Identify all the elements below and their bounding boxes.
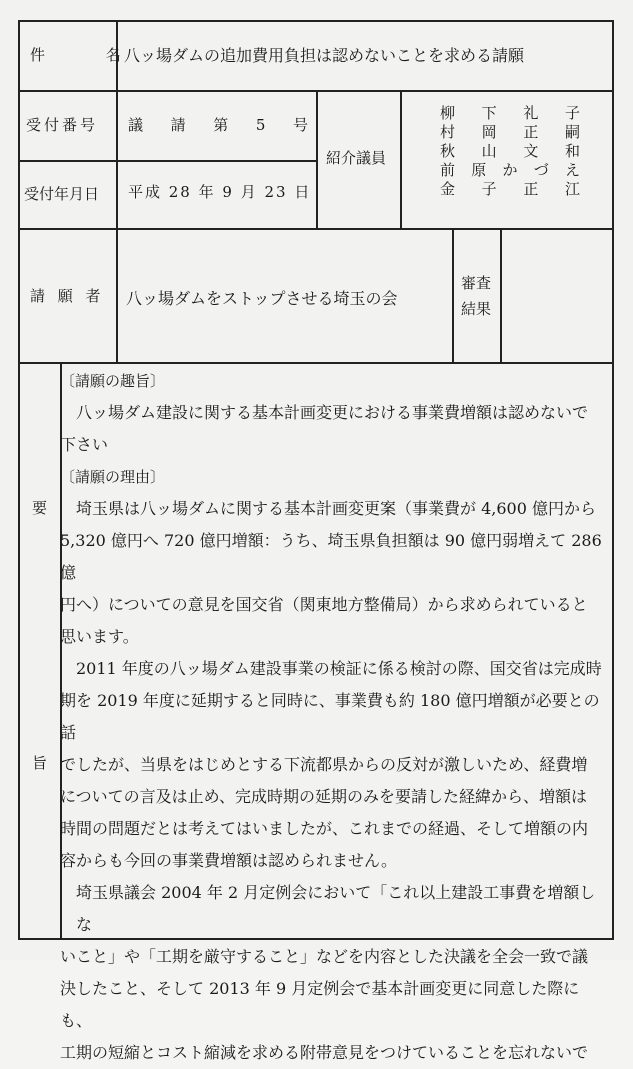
receipt-date-label: 受付年月日 (24, 185, 100, 203)
reason-line: 埼玉県は八ッ場ダムに関する基本計画変更案（事業費が 4,600 億円から (76, 499, 596, 518)
purpose-line: 八ッ場ダム建設に関する基本計画変更における事業費増額は認めないで (76, 403, 589, 422)
reason-line: 工期の短縮とコスト縮減を求める附帯意見をつけていることを忘れないで (60, 1043, 589, 1062)
introducer-list (440, 104, 580, 199)
reason-line: でしたが、当県をはじめとする下流都県からの反対が激しいため、経費増 (60, 755, 588, 774)
introducer-name: 秋 山 文 和 (440, 142, 580, 160)
reason-heading: 〔請願の理由〕 (60, 468, 166, 486)
summary-side-label-top: 要 (32, 499, 48, 517)
review-label-line: 結果 (461, 300, 492, 318)
reason-line: 容からも今回の事業費増額は認められません。 (60, 851, 397, 870)
receipt-number-label: 受付番号 (26, 116, 99, 134)
reason-line: 思います。 (60, 627, 139, 646)
reason-line: についての言及は止め、完成時期の延期のみを要請した経緯から、増額は (60, 787, 588, 806)
introducer-label: 紹介議員 (326, 149, 387, 167)
introducer-name: 柳 下 礼 子 (440, 104, 580, 122)
summary-side-label-bottom: 旨 (32, 754, 48, 772)
reason-line: 円へ）についての意見を国交省（関東地方整備局）から求められていると (60, 595, 588, 614)
column-divider (452, 228, 454, 362)
column-divider (316, 90, 318, 228)
subject-value: 八ッ場ダムの追加費用負担は認めないことを求める請願 (124, 46, 525, 65)
reason-line: 5,320 億円へ 720 億円増額：うち、埼玉県負担額は 90 億円弱増えて 286 億 (60, 531, 602, 582)
purpose-heading: 〔請願の趣旨〕 (60, 372, 166, 390)
reason-line: いこと」や「工期を厳守すること」などを内容とした決議を全会一致で議 (60, 947, 589, 966)
receipt-number-part: 請 (170, 116, 186, 134)
reason-line: 埼玉県議会 2004 年 2 月定例会において「これ以上建設工事費を増額しな (76, 883, 596, 934)
review-label-line: 審査 (461, 274, 492, 292)
reason-line: 2011 年度の八ッ場ダム建設事業の検証に係る検討の際、国交省は完成時 (76, 659, 602, 678)
receipt-number-part: 第 (213, 116, 229, 134)
petitioner-label: 請 願 者 (30, 287, 105, 305)
row-divider (18, 362, 614, 364)
petitioner-value: 八ッ場ダムをストップさせる埼玉の会 (126, 289, 398, 308)
reason-line: 決したこと、そして 2013 年 9 月定例会で基本計画変更に同意した際にも、 (60, 979, 580, 1030)
subject-label-text: 件 名 (30, 46, 149, 64)
reason-line: 期を 2019 年度に延期すると同時に、事業費も約 180 億円増額が必要との話 (60, 691, 600, 742)
receipt-number-part: 議 (128, 116, 144, 134)
column-divider (116, 228, 118, 362)
purpose-line: 下さい (60, 435, 109, 454)
row-divider (18, 228, 614, 230)
column-divider (400, 90, 402, 228)
receipt-number-part: 5 (255, 116, 266, 134)
row-divider (18, 160, 318, 162)
introducer-name: 村 岡 正 嗣 (440, 123, 580, 141)
introducer-name: 金 子 正 江 (440, 180, 580, 198)
receipt-number-value (128, 118, 308, 133)
petition-body (60, 365, 608, 1069)
receipt-date-value: 平成 28 年 9 月 23 日 (128, 183, 312, 201)
receipt-number-part: 号 (292, 116, 308, 134)
introducer-name: 前 原 か づ え (440, 161, 580, 179)
review-label (461, 270, 491, 322)
column-divider (500, 228, 502, 362)
subject-label (30, 46, 149, 64)
reason-line: 時間の問題だとは考えてはいましたが、これまでの経過、そして増額の内 (60, 819, 589, 838)
